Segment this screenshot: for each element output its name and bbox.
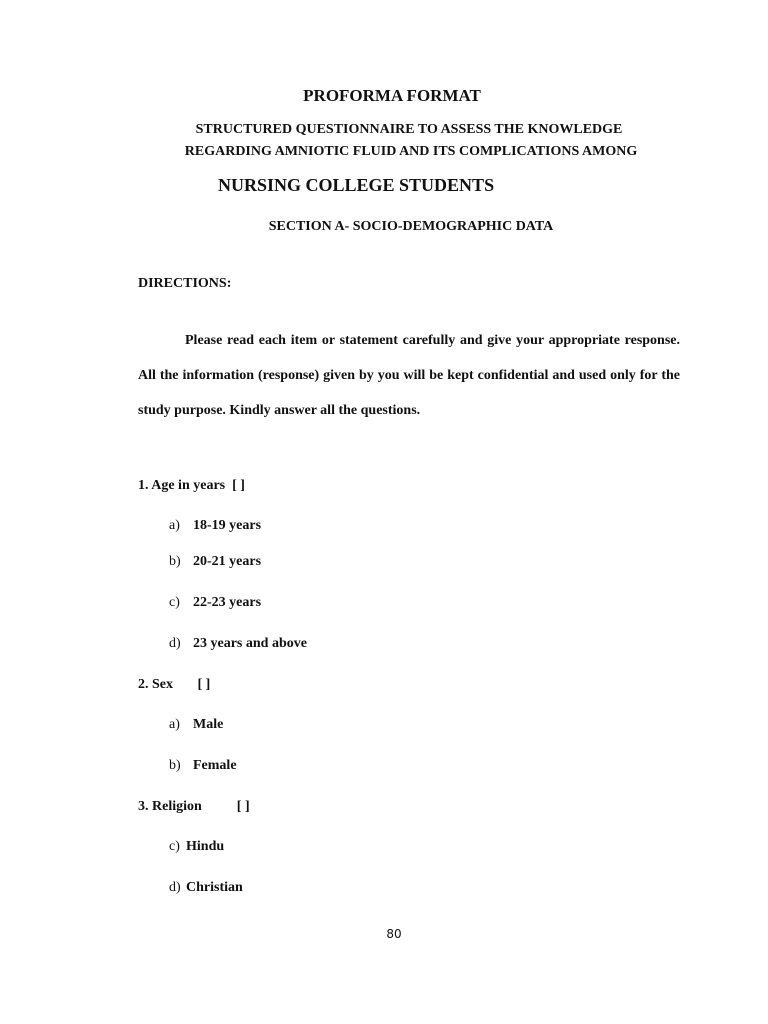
option-age-b (169, 554, 261, 570)
subtitle-line-2: REGARDING AMNIOTIC FLUID AND ITS COMPLICATIONS AMONG (184, 144, 638, 159)
subtitle-line-1: STRUCTURED QUESTIONNAIRE TO ASSESS THE KNOWLEDGE (195, 122, 623, 137)
option-text: Hindu (186, 839, 225, 854)
section-heading: SECTION A- SOCIO-DEMOGRAPHIC DATA (268, 219, 554, 234)
directions-paragraph: Please read each item or statement carefully and give your appropriate response. All the information (response) given by you will be kept confidential and used only for the study purpose. Kindly answer all the questions. (138, 333, 680, 418)
subtitle-line-3: NURSING COLLEGE STUDENTS (218, 175, 495, 195)
question-sex: 2. Sex [ ] (138, 677, 211, 692)
option-age-c (169, 595, 261, 611)
option-sex-b (169, 758, 237, 774)
question-age: 1. Age in years [ ] (138, 478, 245, 493)
option-religion-c (169, 839, 224, 855)
document-title: PROFORMA FORMAT (303, 86, 481, 105)
option-text: 23 years and above (193, 636, 307, 651)
option-sex-a (169, 717, 223, 733)
option-religion-d (169, 880, 243, 896)
option-letter: d) (169, 880, 181, 895)
page-number: 80 (386, 927, 402, 941)
option-text: 22-23 years (193, 595, 262, 610)
option-letter: b) (169, 758, 181, 773)
option-text: Female (193, 758, 237, 773)
option-age-d (169, 636, 307, 652)
option-age-a (169, 518, 261, 534)
question-religion: 3. Religion [ ] (138, 799, 250, 814)
option-letter: a) (169, 717, 180, 732)
option-letter: c) (169, 595, 180, 610)
option-text: 20-21 years (193, 554, 262, 569)
option-text: Male (193, 717, 224, 732)
option-text: Christian (186, 880, 243, 895)
option-letter: a) (169, 518, 180, 533)
option-letter: b) (169, 554, 181, 569)
directions-heading: DIRECTIONS: (138, 276, 232, 291)
option-letter: d) (169, 636, 181, 651)
option-letter: c) (169, 839, 180, 854)
option-text: 18-19 years (193, 518, 262, 533)
